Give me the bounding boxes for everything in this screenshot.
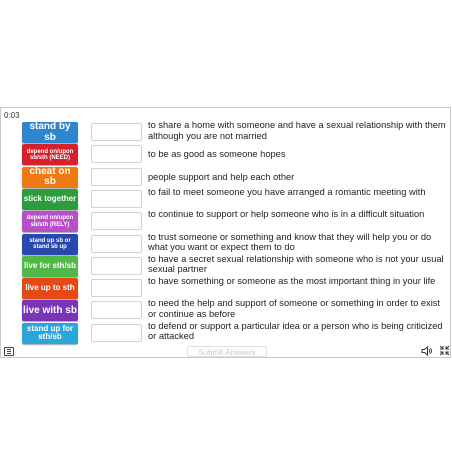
definition-text: to have a secret sexual relationship with someone who is not your usual sexual partner — [148, 253, 444, 275]
match-row — [1, 300, 452, 321]
term-tile[interactable]: cheat on sb — [22, 167, 78, 188]
drop-slot[interactable] — [91, 168, 142, 186]
match-row — [1, 231, 452, 255]
definition-text: to need the help and support of someone or something in order to exist or continue as before — [148, 298, 441, 319]
match-row — [1, 144, 452, 165]
fullscreen-exit-icon[interactable] — [439, 345, 450, 356]
match-row — [1, 278, 452, 299]
match-row — [1, 122, 452, 143]
drop-slot[interactable] — [91, 257, 142, 275]
definition-text: to have something or someone as the most important thing in your life — [148, 276, 436, 287]
match-row — [1, 320, 452, 344]
timer: 0:03 — [4, 111, 20, 120]
drop-slot[interactable] — [91, 123, 142, 141]
definition-text: to be as good as someone hopes — [148, 149, 286, 160]
term-tile[interactable]: stand by sb — [22, 122, 78, 143]
activity-frame — [0, 107, 451, 358]
definition-text: to trust someone or something and know that they will help you or do what you want or expect them to do — [148, 231, 432, 252]
match-row — [1, 253, 452, 277]
drop-slot[interactable] — [91, 279, 142, 297]
drop-slot[interactable] — [91, 301, 142, 319]
definition-text: to continue to support or help someone who is in a difficult situation — [148, 209, 425, 220]
drop-slot[interactable] — [91, 324, 142, 342]
definition-text: to share a home with someone and have a sexual relationship with them although you are not married — [148, 120, 446, 141]
drop-slot[interactable] — [91, 190, 142, 208]
term-tile[interactable]: stand up for sth/sb — [22, 323, 78, 344]
term-tile[interactable]: live with sb — [22, 300, 78, 321]
match-row — [1, 167, 452, 188]
term-tile[interactable]: live up to sth — [22, 278, 78, 299]
definition-text: to defend or support a particular idea or a person who is being criticized or attacked — [148, 320, 443, 342]
match-row — [1, 186, 452, 210]
definition-text: to fail to meet someone you have arranged a romantic meeting with — [148, 186, 426, 197]
match-row — [1, 211, 452, 232]
drop-slot[interactable] — [91, 145, 142, 163]
term-tile[interactable]: live for sth/sb — [22, 256, 78, 277]
speaker-icon[interactable] — [421, 345, 433, 357]
term-tile[interactable]: stick together — [22, 189, 78, 210]
term-tile[interactable]: depend on/upon sb/sth (RELY) — [22, 211, 78, 232]
submit-answers-button[interactable]: Submit Answers — [187, 346, 267, 357]
menu-icon[interactable] — [4, 347, 14, 356]
term-tile[interactable]: stand up sb or stand sb up — [22, 234, 78, 255]
definition-text: people support and help each other — [148, 171, 295, 182]
drop-slot[interactable] — [91, 235, 142, 253]
drop-slot[interactable] — [91, 212, 142, 230]
term-tile[interactable]: depend on/upon sb/sth (NEED) — [22, 144, 78, 165]
